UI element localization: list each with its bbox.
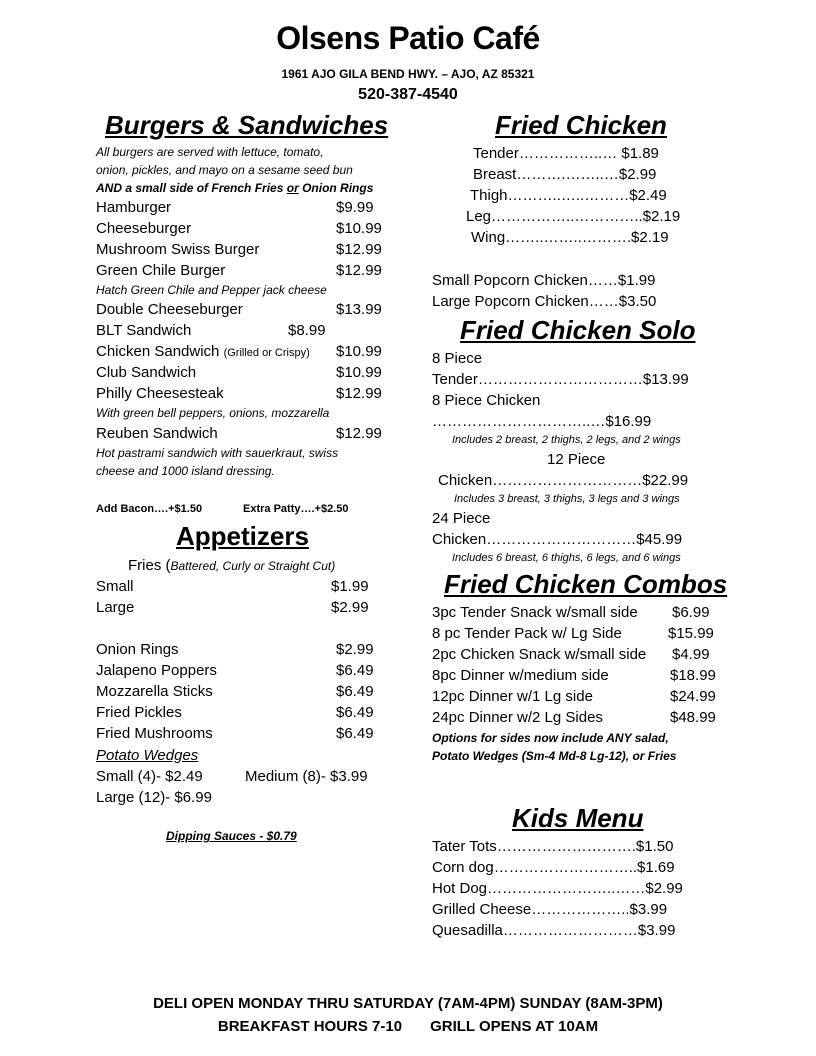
- item-small-popcorn: Small Popcorn Chicken……$1.99: [432, 272, 656, 289]
- kids-quesadilla: Quesadilla………………………$3.99: [432, 922, 676, 939]
- wedges-large: Large (12)- $6.99: [96, 789, 212, 806]
- combo-3: 2pc Chicken Snack w/small side: [432, 646, 647, 663]
- solo-12-chicken: Chicken…………………………$22.99: [438, 472, 689, 489]
- kids-tater-tots: Tater Tots……………………….$1.50: [432, 838, 674, 855]
- item-chicken-sandwich: Chicken Sandwich (Grilled or Crispy): [96, 343, 310, 360]
- price-green-chile: $12.99: [336, 262, 382, 279]
- price-club: $10.99: [336, 364, 382, 381]
- combo-3-price: $4.99: [672, 646, 710, 663]
- item-fries-large: Large: [96, 599, 135, 616]
- price-fries-large: $2.99: [331, 599, 369, 616]
- item-thigh: Thigh………..…..………$2.49: [470, 187, 667, 204]
- price-fried-pickles: $6.49: [336, 704, 374, 721]
- item-blt: BLT Sandwich: [96, 322, 192, 339]
- dipping-sauces: Dipping Sauces - $0.79: [166, 829, 297, 843]
- item-double-cheeseburger: Double Cheeseburger: [96, 301, 243, 318]
- combo-2-price: $15.99: [668, 625, 714, 642]
- address: 1961 AJO GILA BEND HWY. – AJO, AZ 85321: [281, 67, 535, 81]
- solo-24-piece: 24 Piece: [432, 510, 491, 527]
- kids-corn-dog: Corn dog………………………..$1.69: [432, 859, 675, 876]
- item-jalapeno: Jalapeno Poppers: [96, 662, 217, 679]
- wedges-medium: Medium (8)- $3.99: [245, 768, 368, 785]
- price-fries-small: $1.99: [331, 578, 369, 595]
- solo-8-chicken: 8 Piece Chicken: [432, 392, 541, 409]
- solo-8-note: Includes 2 breast, 2 thighs, 2 legs, and 2 wings: [452, 434, 681, 446]
- combo-6: 24pc Dinner w/2 Lg Sides: [432, 709, 603, 726]
- burgers-note-1: All burgers are served with lettuce, tomato,: [96, 145, 324, 159]
- item-philly: Philly Cheesesteak: [96, 385, 224, 402]
- combo-5: 12pc Dinner w/1 Lg side: [432, 688, 593, 705]
- burgers-note-2: onion, pickles, and mayo on a sesame seed bun: [96, 163, 353, 177]
- burgers-note-3: AND a small side of French Fries or Onion Rings: [96, 181, 374, 195]
- item-fried-mushrooms: Fried Mushrooms: [96, 725, 213, 742]
- combo-2: 8 pc Tender Pack w/ Lg Side: [432, 625, 622, 642]
- combo-4: 8pc Dinner w/medium side: [432, 667, 609, 684]
- solo-24-chicken: Chicken…………………………$45.99: [432, 531, 683, 548]
- potato-wedges-heading: Potato Wedges: [96, 747, 199, 764]
- item-mozzarella: Mozzarella Sticks: [96, 683, 213, 700]
- price-jalapeno: $6.49: [336, 662, 374, 679]
- price-hamburger: $9.99: [336, 199, 374, 216]
- solo-12-note: Includes 3 breast, 3 thighs, 3 legs and 3 wings: [454, 493, 680, 505]
- price-double-cheeseburger: $13.99: [336, 301, 382, 318]
- fried-chicken-heading: Fried Chicken: [495, 110, 667, 140]
- add-bacon: Add Bacon….+$1.50: [96, 503, 203, 515]
- price-cheeseburger: $10.99: [336, 220, 382, 237]
- item-leg: Leg……………..…………..$2.19: [466, 208, 681, 225]
- price-blt: $8.99: [288, 322, 326, 339]
- price-mozzarella: $6.49: [336, 683, 374, 700]
- combos-heading: Fried Chicken Combos: [444, 569, 728, 599]
- item-reuben: Reuben Sandwich: [96, 425, 218, 442]
- combo-note-1: Options for sides now include ANY salad,: [432, 731, 669, 745]
- hours-line-1: DELI OPEN MONDAY THRU SATURDAY (7AM-4PM) SUNDAY (8AM-3PM): [153, 995, 663, 1012]
- kids-hot-dog: Hot Dog……………………..……$2.99: [432, 880, 683, 897]
- kids-heading: Kids Menu: [512, 803, 644, 833]
- combo-note-2: Potato Wedges (Sm-4 Md-8 Lg-12), or Fries: [432, 749, 677, 763]
- item-club: Club Sandwich: [96, 364, 197, 381]
- combo-1-price: $6.99: [672, 604, 710, 621]
- extra-patty: Extra Patty….+$2.50: [243, 503, 349, 515]
- fries-label: Fries (Battered, Curly or Straight Cut): [128, 557, 336, 574]
- solo-12-piece: 12 Piece: [547, 451, 606, 468]
- solo-24-note: Includes 6 breast, 6 thighs, 6 legs, and 6 wings: [452, 552, 681, 564]
- kids-grilled-cheese: Grilled Cheese………………..$3.99: [432, 901, 668, 918]
- price-philly: $12.99: [336, 385, 382, 402]
- price-fried-mushrooms: $6.49: [336, 725, 374, 742]
- solo-8-chicken-price: …………………………..…$16.99: [432, 413, 652, 430]
- green-chile-note: Hatch Green Chile and Pepper jack cheese: [96, 283, 327, 297]
- item-fries-small: Small: [96, 578, 134, 595]
- solo-8-tender: Tender……………………………$13.99: [432, 371, 689, 388]
- item-large-popcorn: Large Popcorn Chicken……$3.50: [432, 293, 657, 310]
- appetizers-heading: Appetizers: [176, 521, 309, 551]
- item-green-chile: Green Chile Burger: [96, 262, 226, 279]
- reuben-note-1: Hot pastrami sandwich with sauerkraut, swiss: [96, 446, 339, 460]
- reuben-note-2: cheese and 1000 island dressing.: [96, 464, 275, 478]
- solo-8-piece: 8 Piece: [432, 350, 483, 367]
- item-fried-pickles: Fried Pickles: [96, 704, 182, 721]
- burgers-heading: Burgers & Sandwiches: [105, 110, 389, 140]
- item-hamburger: Hamburger: [96, 199, 172, 216]
- item-mushroom-swiss: Mushroom Swiss Burger: [96, 241, 260, 258]
- price-mushroom-swiss: $12.99: [336, 241, 382, 258]
- combo-1: 3pc Tender Snack w/small side: [432, 604, 638, 621]
- combo-4-price: $18.99: [670, 667, 716, 684]
- combo-5-price: $24.99: [670, 688, 716, 705]
- item-onion-rings: Onion Rings: [96, 641, 179, 658]
- item-tender: Tender……………..… $1.89: [473, 145, 659, 162]
- price-reuben: $12.99: [336, 425, 382, 442]
- page-title: Olsens Patio Café: [276, 20, 540, 56]
- wedges-small: Small (4)- $2.49: [96, 768, 203, 785]
- item-wing: Wing……..……..……….$2.19: [471, 229, 669, 246]
- hours-line-2: BREAKFAST HOURS 7-10 GRILL OPENS AT 10AM: [217, 1018, 599, 1035]
- solo-heading: Fried Chicken Solo: [460, 315, 696, 345]
- price-chicken-sandwich: $10.99: [336, 343, 382, 360]
- item-cheeseburger: Cheeseburger: [96, 220, 192, 237]
- phone-number: 520-387-4540: [358, 86, 458, 103]
- philly-note: With green bell peppers, onions, mozzarella: [96, 406, 330, 420]
- price-onion-rings: $2.99: [336, 641, 374, 658]
- item-breast: Breast……….……..…$2.99: [473, 166, 657, 183]
- combo-6-price: $48.99: [670, 709, 716, 726]
